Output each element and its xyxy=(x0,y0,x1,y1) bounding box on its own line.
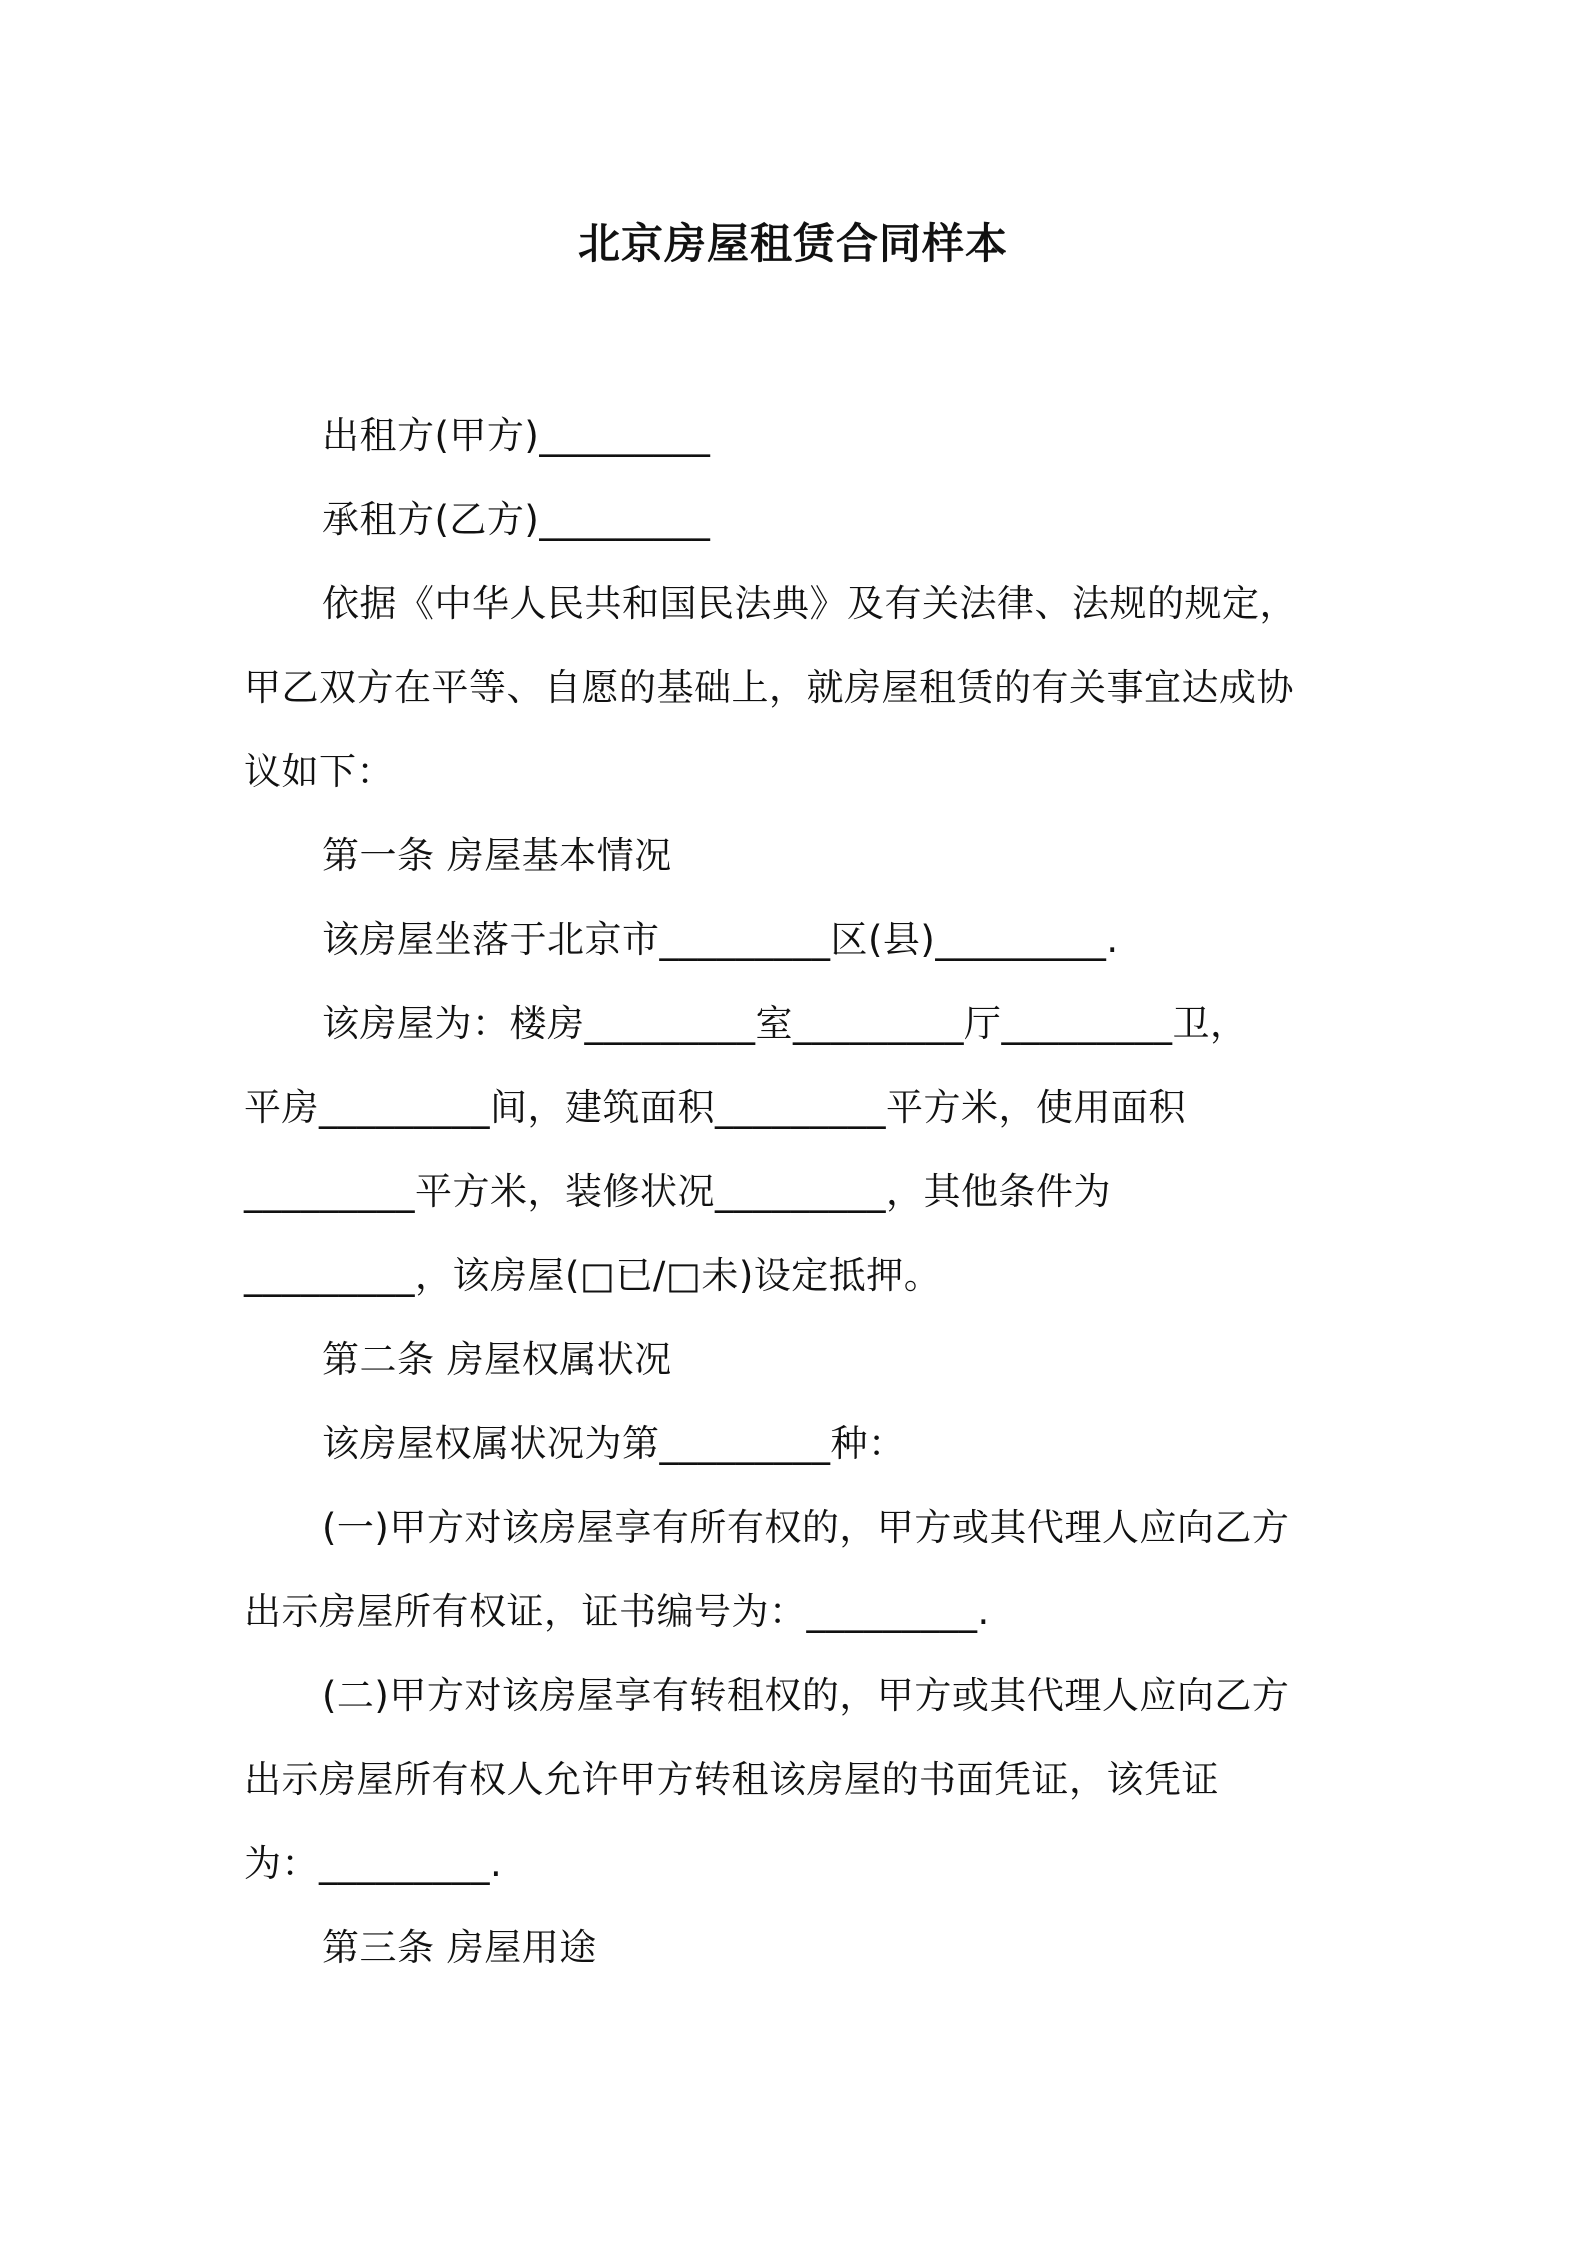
article-1-mortgage: _________，该房屋(□已/□未)设定抵押。 xyxy=(244,1254,942,1297)
article-3-heading: 第三条 房屋用途 xyxy=(322,1926,597,1969)
preamble-line-1: 依据《中华人民共和国民法典》及有关法律、法规的规定， xyxy=(322,582,1297,625)
article-1-location: 该房屋坐落于北京市_________区(县)_________. xyxy=(322,918,1119,961)
article-2-item-2-line-1: (二)甲方对该房屋享有转租权的，甲方或其代理人应向乙方 xyxy=(322,1674,1290,1717)
article-1-heading: 第一条 房屋基本情况 xyxy=(322,834,672,877)
document-title: 北京房屋租赁合同样本 xyxy=(577,219,1008,268)
article-2-item-1-line-2: 出示房屋所有权证，证书编号为：_________. xyxy=(244,1590,990,1633)
article-1-rooms: 该房屋为：楼房_________室_________厅_________卫， xyxy=(322,1002,1248,1045)
article-2-heading: 第二条 房屋权属状况 xyxy=(322,1338,672,1381)
article-2-item-2-line-2: 出示房屋所有权人允许甲方转租该房屋的书面凭证，该凭证 xyxy=(244,1758,1219,1801)
lessee-line: 承租方(乙方)_________ xyxy=(322,498,711,541)
article-2-type: 该房屋权属状况为第_________种： xyxy=(322,1422,906,1465)
preamble-line-3: 议如下： xyxy=(244,750,394,793)
article-2-item-1-line-1: (一)甲方对该房屋享有所有权的，甲方或其代理人应向乙方 xyxy=(322,1506,1290,1549)
article-1-decoration: _________平方米，装修状况_________，其他条件为 xyxy=(244,1170,1111,1213)
article-2-item-2-line-3: 为：_________. xyxy=(244,1842,503,1885)
lessor-line: 出租方(甲方)_________ xyxy=(322,414,711,457)
article-1-area: 平房_________间，建筑面积_________平方米，使用面积 xyxy=(244,1086,1186,1129)
preamble-line-2: 甲乙双方在平等、自愿的基础上，就房屋租赁的有关事宜达成协 xyxy=(244,666,1294,709)
